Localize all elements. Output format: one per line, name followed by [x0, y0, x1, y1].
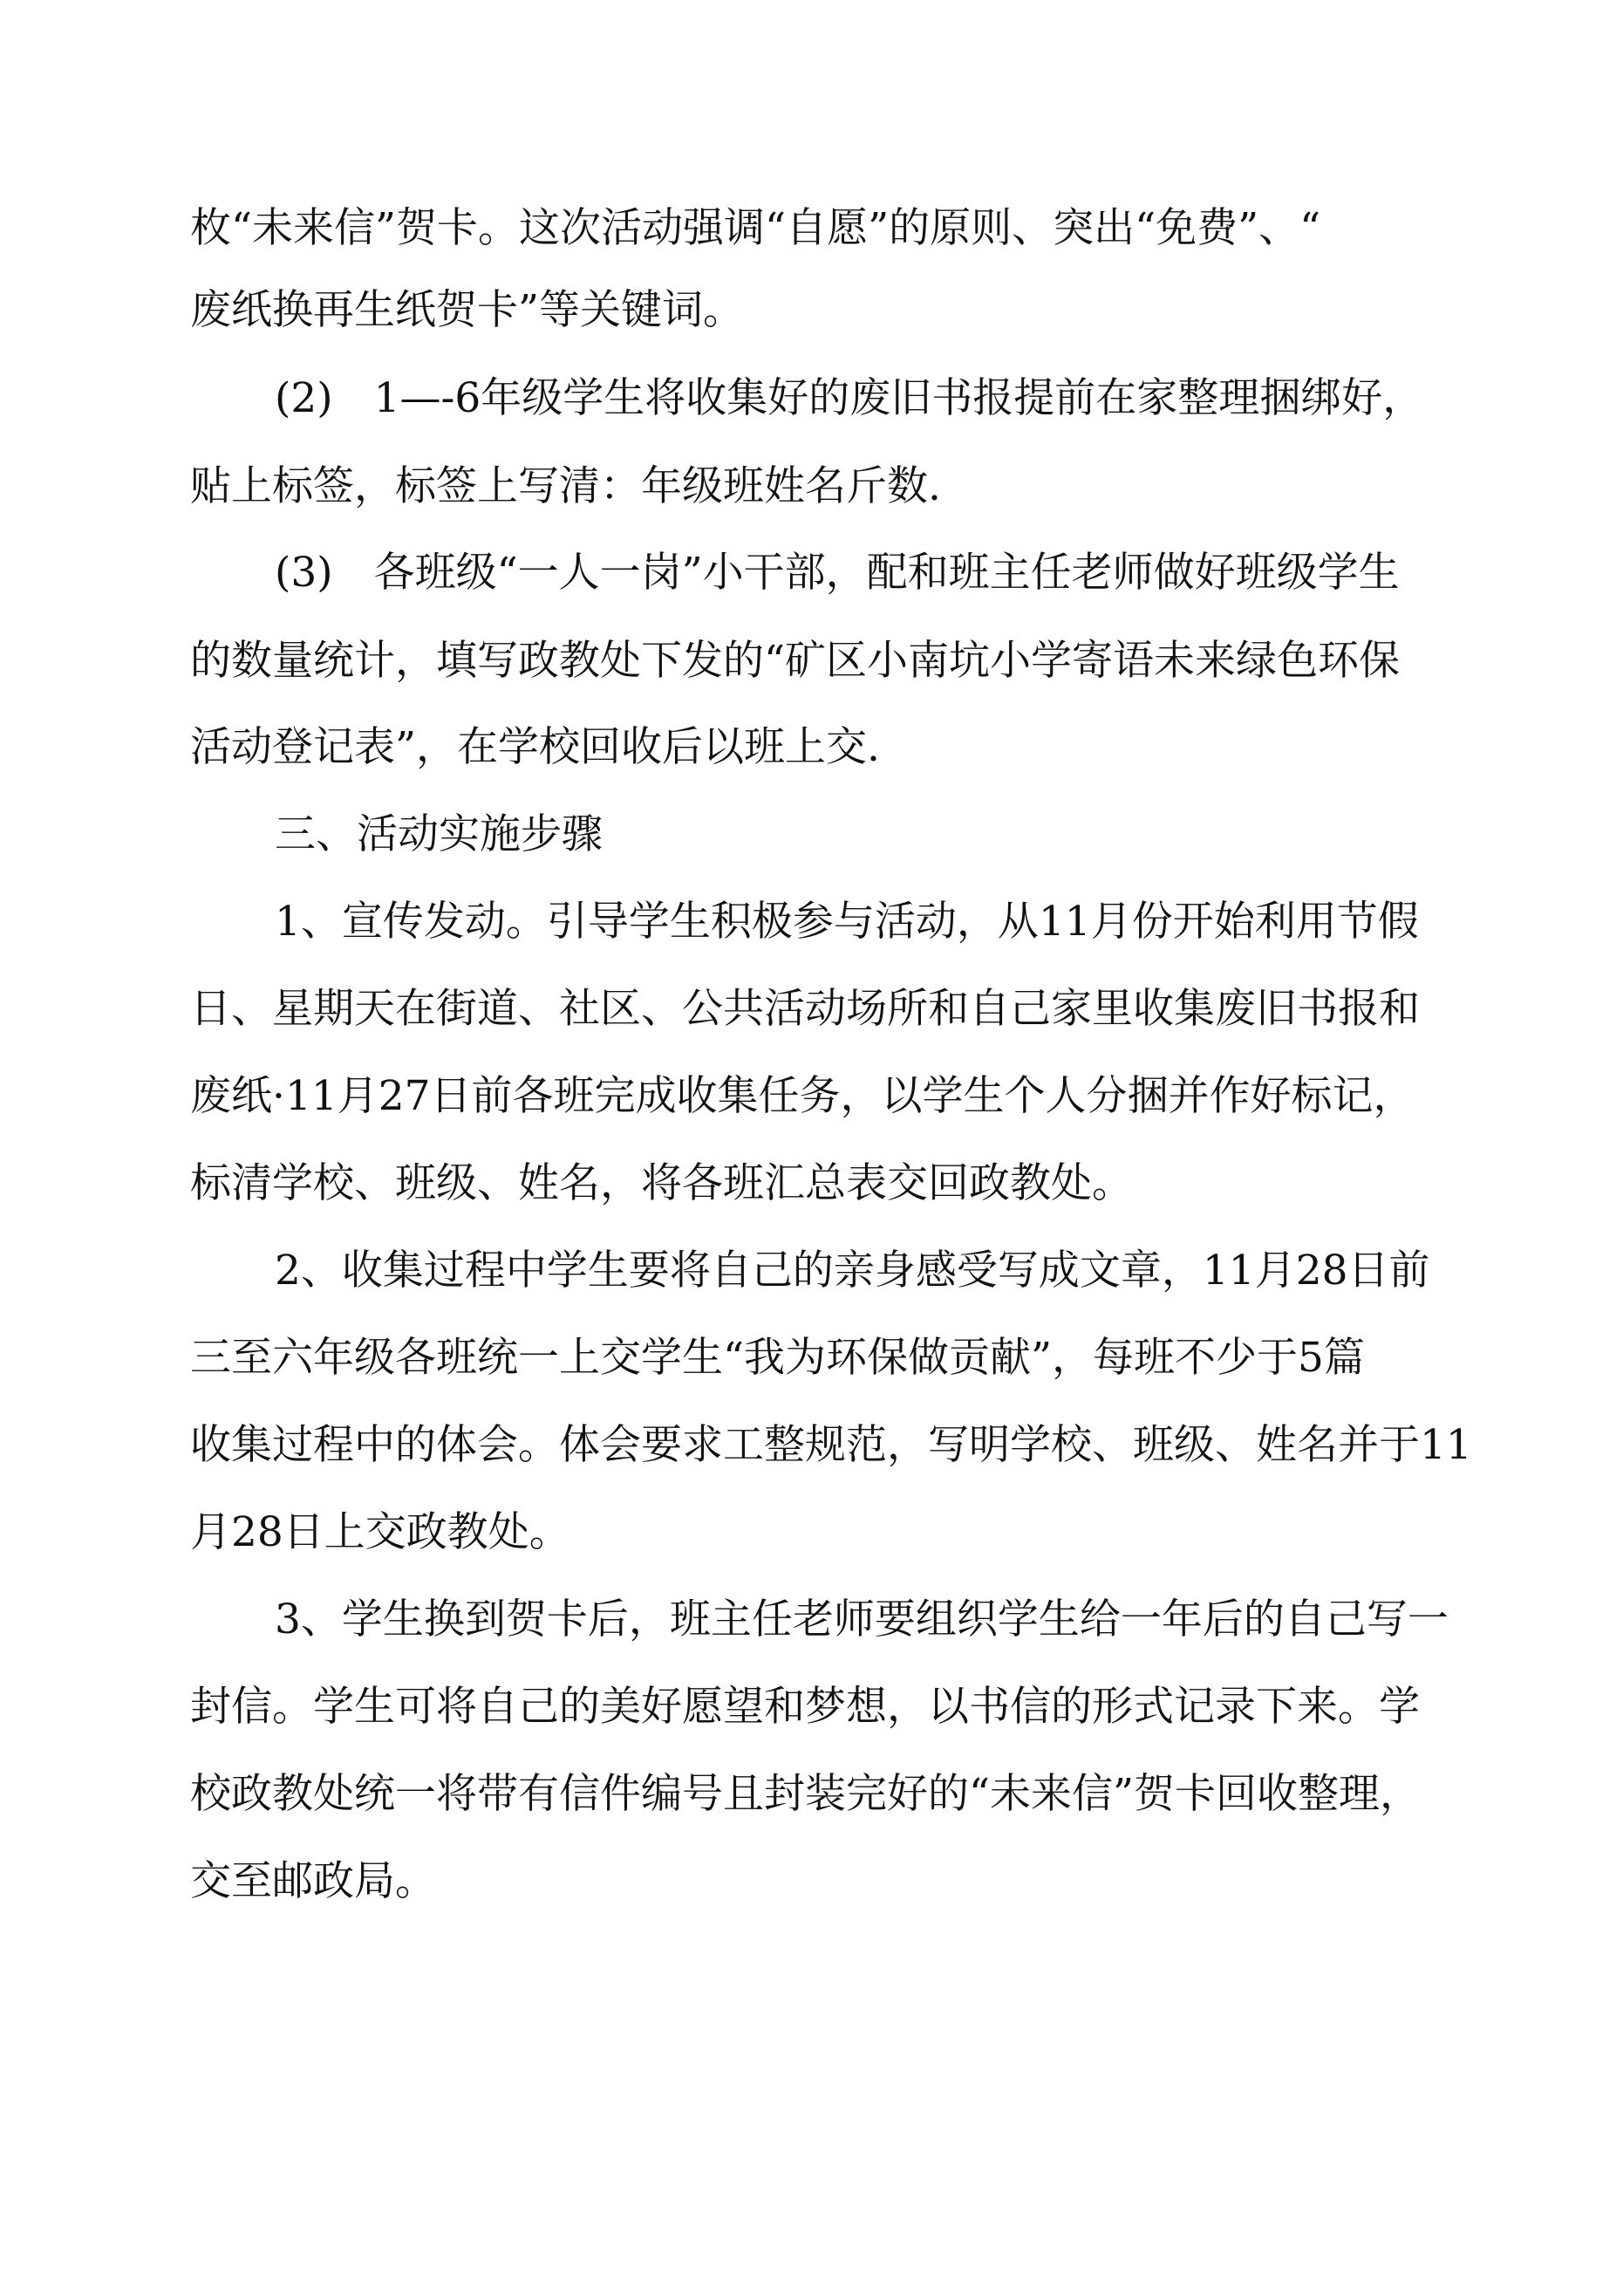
text-line: 1、宣传发动。引导学生积极参与活动，从11月份开始利用节假 — [275, 898, 1419, 946]
text-line: 校政教处统一将带有信件编号且封装完好的“未来信”贺卡回收整理， — [190, 1770, 1422, 1818]
text-line: 枚“未来信”贺卡。这次活动强调“自愿”的原则、突出“免费”、“ — [190, 204, 1321, 252]
text-line: 标清学校、班级、姓名，将各班汇总表交回政教处。 — [190, 1159, 1133, 1207]
text-line: 三至六年级各班统一上交学生“我为环保做贡献”，每班不少于5篇 — [190, 1334, 1365, 1382]
text-line: 活动登记表”，在学校回收后以班上交. — [190, 723, 880, 771]
text-line: 3、学生换到贺卡后，班主任老师要组织学生给一年后的自己写一 — [275, 1596, 1449, 1643]
text-line: 废纸·11月27日前各班完成收集任务，以学生个人分捆并作好标记， — [190, 1072, 1415, 1120]
text-line: (2) 1—-6年级学生将收集好的废旧书报提前在家整理捆绑好， — [275, 374, 1424, 422]
text-line: 日、星期天在街道、社区、公共活动场所和自己家里收集废旧书报和 — [190, 985, 1420, 1033]
text-line: 交至邮政局。 — [190, 1857, 436, 1905]
text-line: 贴上标签，标签上写清：年级班姓名斤数. — [190, 462, 941, 510]
text-line: 2、收集过程中学生要将自己的亲身感受写成文章，11月28日前 — [275, 1247, 1430, 1295]
text-line: 月28日上交政教处。 — [190, 1508, 570, 1556]
text-line: 封信。学生可将自己的美好愿望和梦想，以书信的形式记录下来。学 — [190, 1683, 1420, 1731]
text-line: 收集过程中的体会。体会要求工整规范，写明学校、班级、姓名并于11 — [190, 1421, 1472, 1469]
text-line: 的数量统计，填写政教处下发的“矿区小南坑小学寄语未来绿色环保 — [190, 637, 1401, 685]
text-line: (3) 各班级“一人一岗”小干部，配和班主任老师做好班级学生 — [275, 549, 1400, 597]
section-heading: 三、活动实施步骤 — [275, 810, 603, 858]
text-line: 废纸换再生纸贺卡”等关键词。 — [190, 286, 745, 334]
